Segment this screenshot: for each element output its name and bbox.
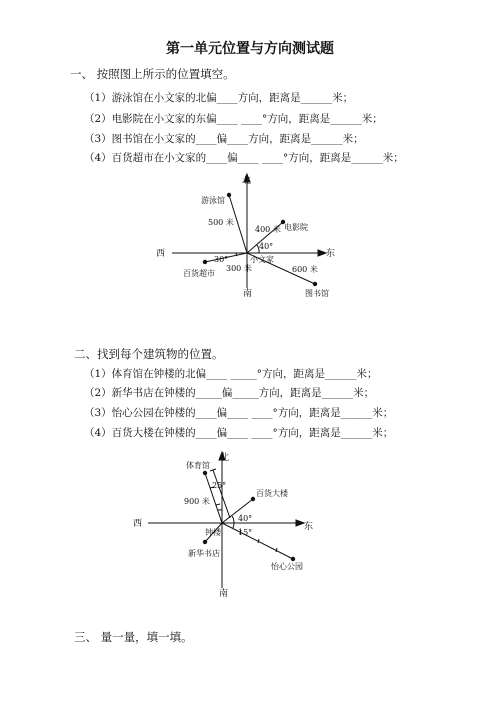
fig1-angle-40: 40° [259,242,274,251]
s2-question-3: （3）怡心公园在钟楼的____偏____ ____°方向，距离是______米； [84,407,394,419]
fig2-place-park: 怡心公园 [271,562,303,571]
fig1-place-market: 百货超市 [183,269,215,278]
fig1-place-library: 图书馆 [305,289,329,298]
fig1-distance-600: 600 米 [292,265,318,274]
s2-question-2: （2）新华书店在钟楼的_____偏_____方向，距离是______米； [84,387,375,399]
s1-question-2: （2）电影院在小文家的东偏____ ____°方向，距离是______米； [84,113,383,125]
fig2-angle-25: 25° [212,481,227,490]
fig2-angle-40: 40° [238,514,253,523]
fig1-north-label: 北 [242,176,252,186]
fig2-place-stadium: 体育馆 [186,461,210,470]
fig1-place-swimming: 游泳馆 [201,196,225,205]
fig2-center-label: 钟楼 [205,528,221,537]
fig1-east-label: 东 [326,249,336,259]
fig1-distance-400: 400 米 [255,225,281,234]
fig2-place-department-store: 百货大楼 [256,489,288,498]
fig2-west-label: 西 [133,519,143,529]
fig1-south-label: 南 [243,289,253,299]
fig2-north-label: 北 [220,453,230,463]
s1-question-4: （4）百货超市在小文家的____偏____ ____°方向，距离是______米； [84,152,404,164]
fig1-distance-300: 300 米 [226,264,252,273]
s1-question-1: （1）游泳馆在小文家的北偏____方向，距离是______米； [84,92,354,104]
fig2-angle-15: 15° [238,528,253,537]
section1-heading: 一、 按照图上所示的位置填空。 [70,67,235,81]
fig1-center-label: 小文家 [250,255,274,264]
fig1-angle-30: 30° [214,255,229,264]
s1-question-3: （3）图书馆在小文家的____偏____方向，距离是______米； [84,133,364,145]
s2-question-1: （1）体育馆在钟楼的北偏____ _____°方向，距离是______米； [84,368,378,380]
s2-question-4: （4）百货大楼在钟楼的____偏____ ____°方向，距离是______米； [84,427,394,439]
fig2-distance-900: 900 米 [184,497,210,506]
fig2-east-label: 东 [304,522,314,532]
fig2-place-bookstore: 新华书店 [188,549,220,558]
page-title: 第一单元位置与方向测试题 [166,41,334,57]
fig2-south-label: 南 [219,589,229,599]
fig1-place-cinema: 电影院 [284,223,308,232]
section3-heading: 三、 量一量，填一填。 [74,630,193,644]
fig1-distance-500: 500 米 [208,218,234,227]
fig1-west-label: 西 [156,249,166,259]
section2-heading: 二、找到每个建筑物的位置。 [74,347,224,361]
